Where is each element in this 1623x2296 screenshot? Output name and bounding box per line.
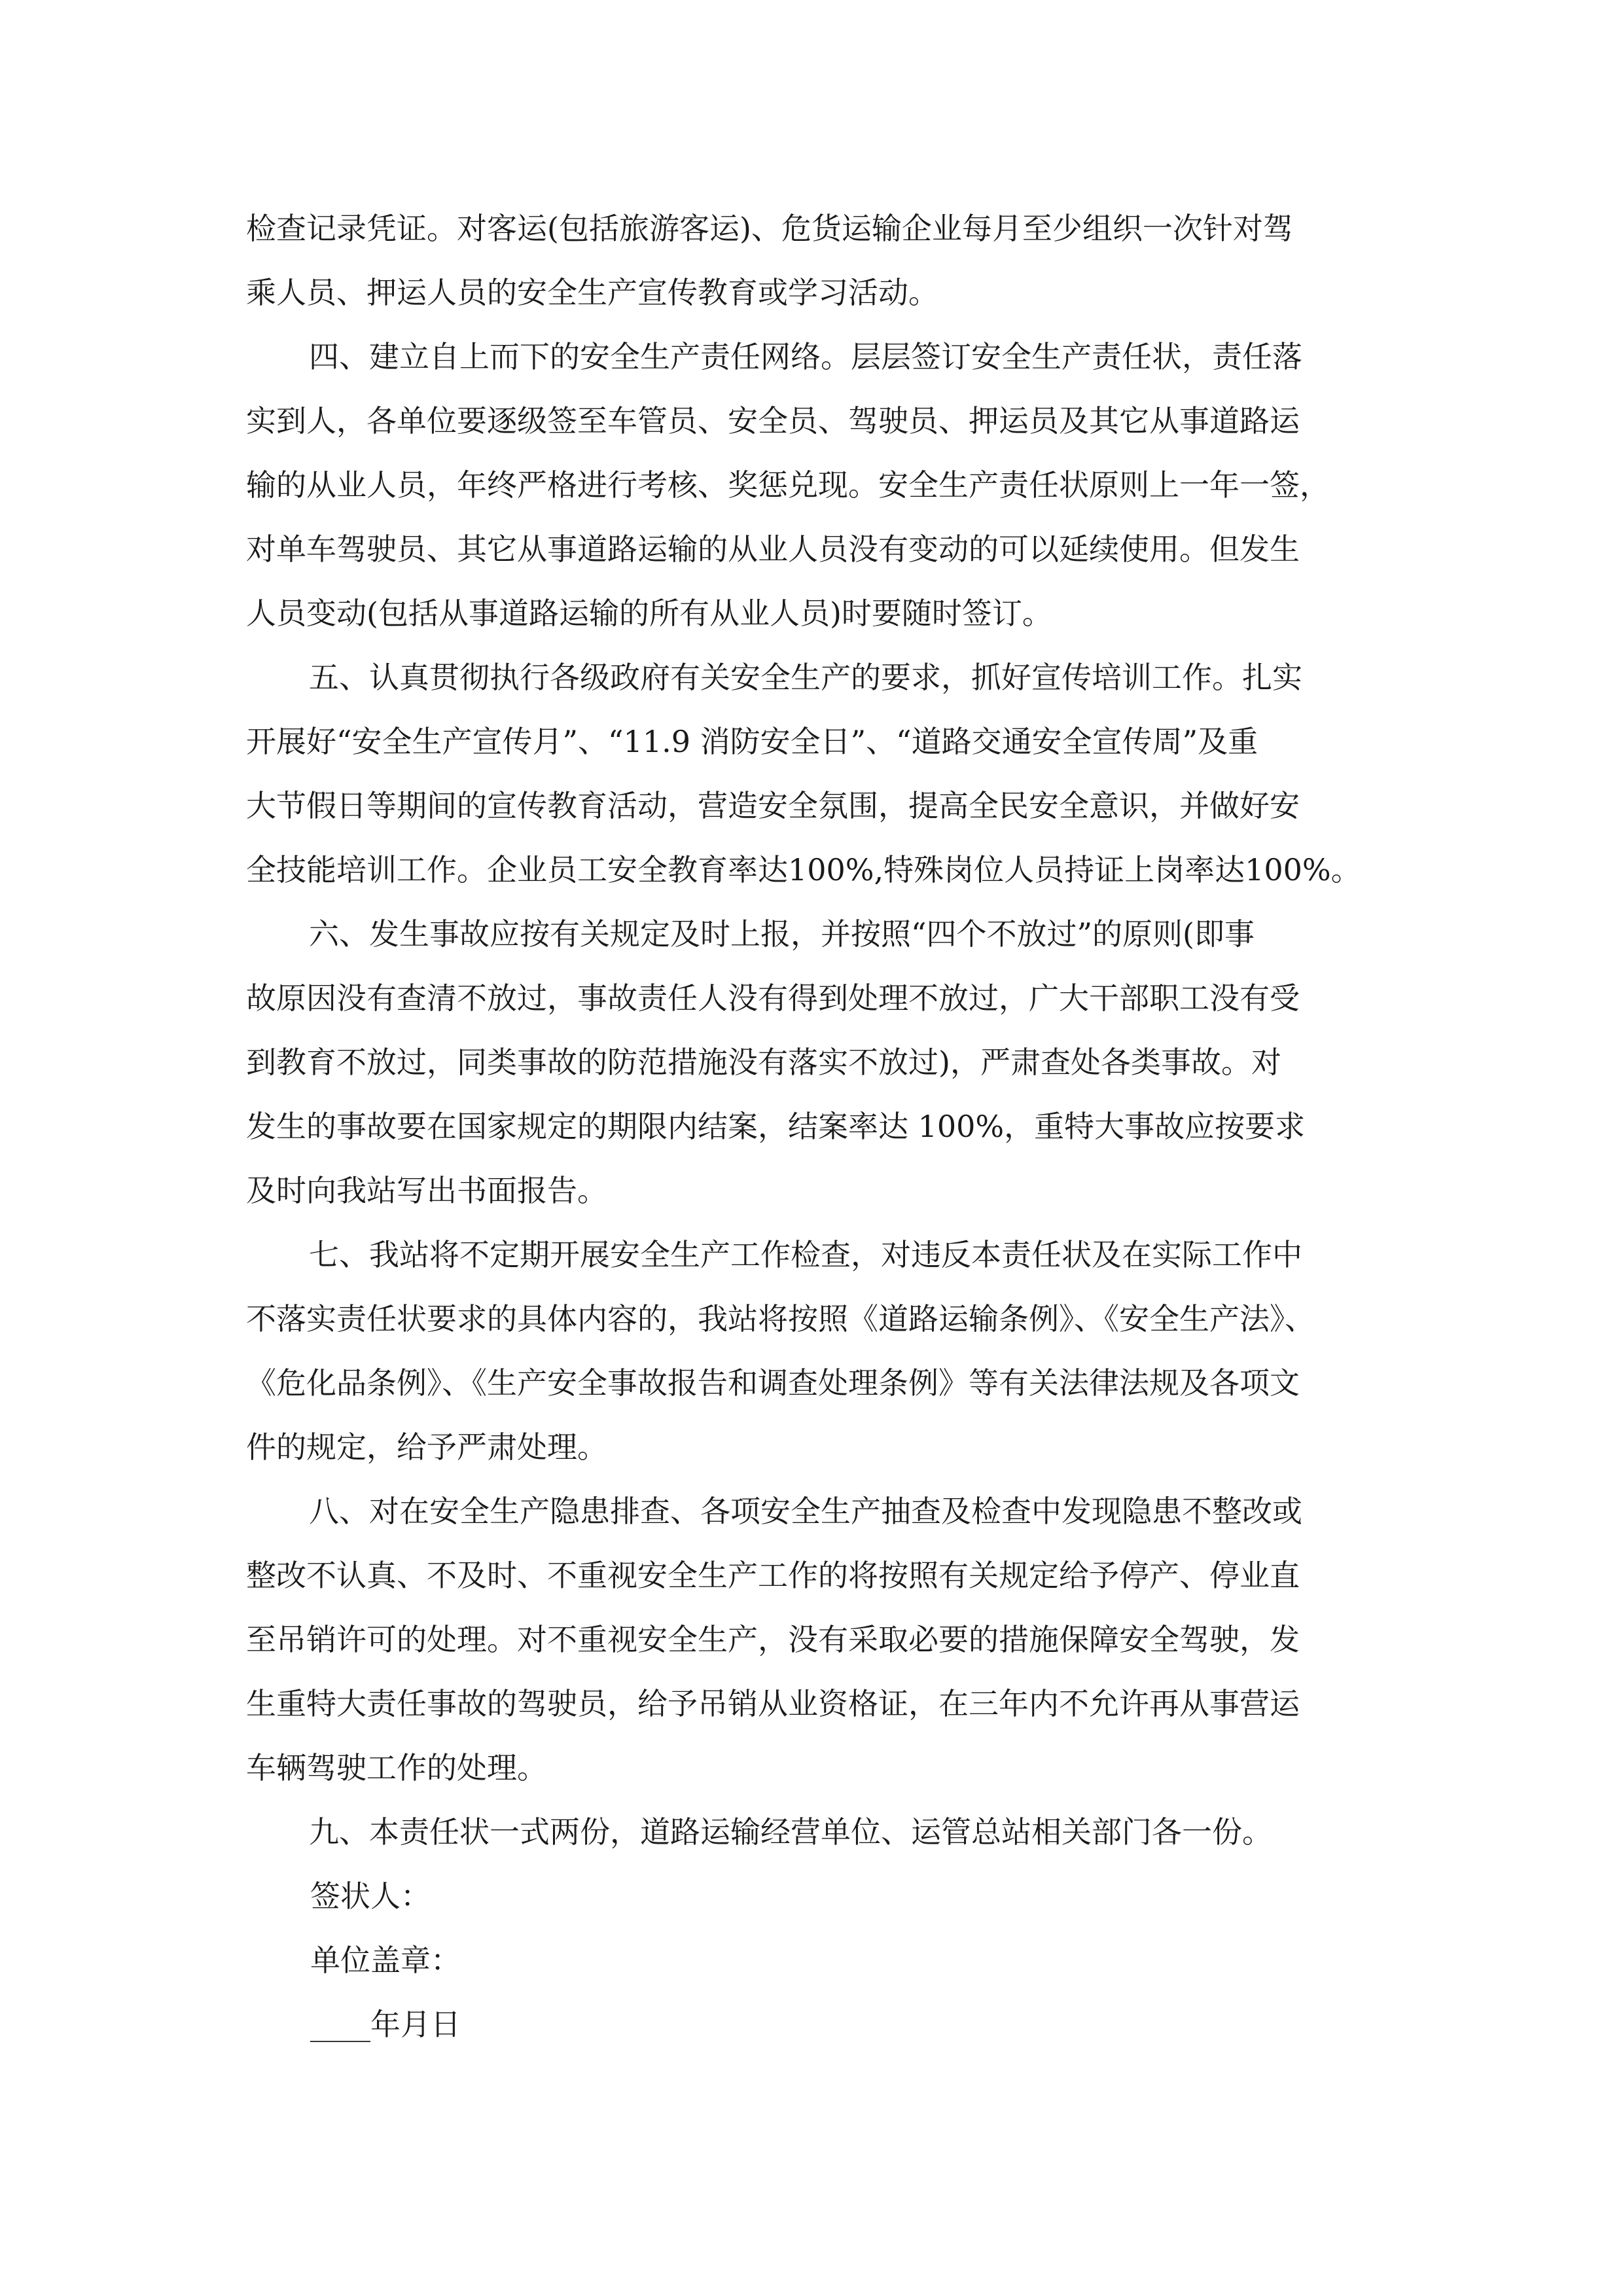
paragraph-section-five: 五、认真贯彻执行各级政府有关安全生产的要求，抓好宣传培训工作。扎实 开展好“安全生产宣传月”、“11.9 消防安全日”、“道路交通安全宣传周”及重 大节假日等期间的宣传教育活动，营造安全氛围，提高全民安全意识，并做好安 全技能培训工作。企业员工安全教育率达100%,特殊岗位人员持证上岗率达100%。 — [246, 660, 1361, 888]
document-body — [246, 196, 1385, 2056]
paragraph-continuation: 检查记录凭证。对客运(包括旅游客运)、危货运输企业每月至少组织一次针对驾 乘人员、押运人员的安全生产宣传教育或学习活动。 — [246, 211, 1293, 310]
paragraph-section-six: 六、发生事故应按有关规定及时上报，并按照“四个不放过”的原则(即事 故原因没有查清不放过，事故责任人没有得到处理不放过，广大干部职工没有受 到教育不放过，同类事故的防范措施没有落实不放过)，严肃查处各类事故。对 发生的事故要在国家规定的期限内结案，结案率达 100%，重特大事故应按要求 及时向我站写出书面报告。 — [246, 916, 1306, 1208]
date-line: ____年月日 — [310, 2007, 461, 2042]
signer-label: 签状人： — [310, 1878, 431, 1914]
seal-label: 单位盖章： — [310, 1943, 461, 1978]
paragraph-section-eight: 八、对在安全生产隐患排查、各项安全生产抽查及检查中发现隐患不整改或 整改不认真、不及时、不重视安全生产工作的将按照有关规定给予停产、停业直 至吊销许可的处理。对不重视安全生产，没有采取必要的措施保障安全驾驶，发 生重特大责任事故的驾驶员，给予吊销从业资格证，在三年内不允许再从事营运 车辆驾驶工作的处理。 — [246, 1494, 1302, 1785]
paragraph-section-four: 四、建立自上而下的安全生产责任网络。层层签订安全生产责任状，责任落 实到人，各单位要逐级签至车管员、安全员、驾驶员、押运员及其它从事道路运 输的从业人员，年终严格进行考核、奖惩兑现。安全生产责任状原则上一年一签， 对单车驾驶员、其它从事道路运输的从业人员没有变动的可以延续使用。但发生 人员变动(包括从事道路运输的所有从业人员)时要随时签订。 — [246, 339, 1330, 631]
paragraph-section-seven: 七、我站将不定期开展安全生产工作检查，对违反本责任状及在实际工作中 不落实责任状要求的具体内容的，我站将按照《道路运输条例》、《安全生产法》、 《危化品条例》、《生产安全事故报告和调查处理条例》等有关法律法规及各项文 件的规定，给予严肃处理。 — [246, 1237, 1315, 1465]
paragraph-section-nine: 九、本责任状一式两份，道路运输经营单位、运管总站相关部门各一份。 — [309, 1814, 1272, 1850]
